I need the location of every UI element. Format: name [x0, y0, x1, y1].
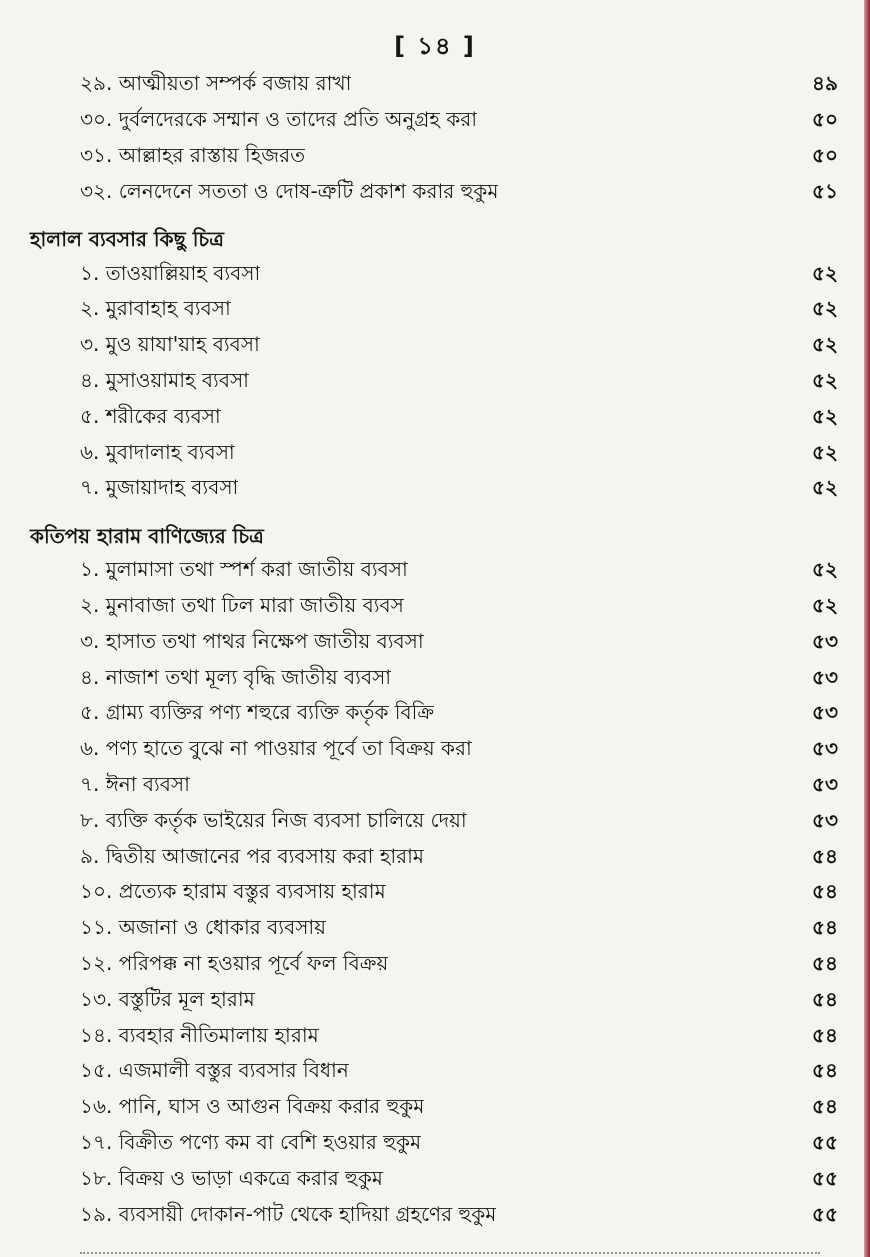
toc-entry-page: ৫৩: [812, 700, 838, 725]
toc-entry-title: ৬. মুবাদালাহ ব্যবসা: [80, 439, 235, 464]
toc-entry-page: ৫২: [812, 557, 838, 582]
toc-entry: [30, 661, 838, 697]
toc-entry: [30, 365, 838, 401]
toc-entry-page: ৫৫: [812, 1129, 838, 1154]
toc-entry-title: ১০. প্রত্যেক হারাম বস্তুর ব্যবসায় হারাম: [80, 879, 386, 904]
toc-entry-title: ১২. পরিপক্ক না হওয়ার পূর্বে ফল বিক্রয়: [80, 950, 389, 975]
toc-entry-page: ৫০: [812, 107, 838, 132]
toc-entry-page: ৫৫: [812, 1201, 838, 1226]
toc-entry: [30, 590, 838, 626]
toc-entry-title: ৪. নাজাশ তথা মূল্য বৃদ্ধি জাতীয় ব্যবসা: [80, 664, 392, 689]
toc-entry-title: ১. মুলামাসা তথা স্পর্শ করা জাতীয় ব্যবসা: [80, 557, 408, 582]
page-edge: [864, 0, 870, 1257]
toc-entry: [30, 400, 838, 436]
toc-entry-page: ৫২: [812, 403, 838, 428]
toc-entry-title: ৫. শরীকের ব্যবসা: [80, 403, 221, 428]
toc-entry-title: ২৯. আত্মীয়তা সম্পর্ক বজায় রাখা: [80, 71, 352, 96]
toc-entry-page: ৫২: [812, 332, 838, 357]
toc-entry: [30, 257, 838, 293]
toc-entry: [30, 804, 838, 840]
toc-entry-page: ৫২: [812, 592, 838, 617]
toc-entry-page: ৫৩: [812, 771, 838, 796]
toc-entry-page: ৫৩: [812, 736, 838, 761]
toc-entry: [30, 769, 838, 805]
toc-entry-page: ৫০: [812, 142, 838, 167]
toc-entry-page: ৫২: [812, 475, 838, 500]
toc-entry-page: ৫৫: [812, 1165, 838, 1190]
toc-entry-title: ৭. মুজায়াদাহ ব্যবসা: [80, 475, 239, 500]
toc-entry-title: ৩. হাসাত তথা পাথর নিক্ষেপ জাতীয় ব্যবসা: [80, 628, 424, 653]
toc-entry-page: ৫৪: [812, 1022, 838, 1047]
toc-entry-title: ৮. ব্যক্তি কর্তৃক ভাইয়ের নিজ ব্যবসা চালিয়ে দেয়া: [80, 807, 467, 832]
toc-entry-page: ৫৪: [812, 1058, 838, 1083]
toc-entry-title: ১১. অজানা ও ধোকার ব্যবসায়: [80, 915, 326, 940]
toc-entry: [30, 697, 838, 733]
toc-entry: [30, 436, 838, 472]
toc-entry-page: ৫২: [812, 260, 838, 285]
toc-entry: [30, 293, 838, 329]
toc-entry-page: ৪৯: [812, 71, 838, 96]
toc-entry: [30, 1198, 838, 1234]
toc-entry: [30, 140, 838, 176]
toc-entry-title: ৫. গ্রাম্য ব্যক্তির পণ্য শহুরে ব্যক্তি কর্তৃক বিক্রি: [80, 700, 435, 725]
toc-entry-page: ৫৩: [812, 807, 838, 832]
toc-entry: [30, 912, 838, 948]
toc-entry: [30, 1019, 838, 1055]
toc-entry: [30, 1055, 838, 1091]
toc-entry: [30, 948, 838, 984]
toc-entry: [30, 554, 838, 590]
toc-entry-title: ২. মুরাবাহাহ ব্যবসা: [80, 296, 231, 321]
toc-entry: [30, 840, 838, 876]
table-of-contents: [30, 68, 838, 1234]
toc-entry-title: ৪. মুসাওয়ামাহ ব্যবসা: [80, 367, 249, 392]
toc-entry-page: ৫২: [812, 367, 838, 392]
toc-entry-title: ৩১. আল্লাহর রাস্তায় হিজরত: [80, 142, 306, 167]
toc-entry-title: ১৯. ব্যবসায়ী দোকান-পাট থেকে হাদিয়া গ্রহণের হুকুম: [80, 1201, 497, 1226]
cut-off-next-line: [80, 1248, 820, 1257]
toc-entry-page: ৫২: [812, 439, 838, 464]
toc-entry-page: ৫১: [812, 178, 838, 203]
toc-entry-title: ১. তাওয়াল্লিয়াহ ব্যবসা: [80, 260, 261, 285]
toc-entry-page: ৫৪: [812, 843, 838, 868]
toc-entry-title: ১৬. পানি, ঘাস ও আগুন বিক্রয় করার হুকুম: [80, 1094, 425, 1119]
toc-entry-title: ১৪. ব্যবহার নীতিমালায় হারাম: [80, 1022, 319, 1047]
toc-entry-page: ৫৩: [812, 664, 838, 689]
toc-entry-title: ৩. মুও য়াযা'য়াহ ব্যবসা: [80, 332, 260, 357]
toc-entry-title: ৬. পণ্য হাতে বুঝে না পাওয়ার পূর্বে তা বিক্রয় করা: [80, 736, 472, 761]
toc-entry: [30, 733, 838, 769]
toc-entry: [30, 472, 838, 508]
toc-entry-page: ৫৪: [812, 986, 838, 1011]
toc-entry: [30, 983, 838, 1019]
toc-entry: [30, 1091, 838, 1127]
toc-entry-title: ১৫. এজমালী বস্তুর ব্যবসার বিধান: [80, 1058, 349, 1083]
cut-off-text-fragment: [80, 1252, 820, 1254]
toc-entry: [30, 876, 838, 912]
toc-entry-page: ৫২: [812, 296, 838, 321]
toc-entry-page: ৫৪: [812, 915, 838, 940]
toc-entry-title: ১৭. বিক্রীত পণ্যে কম বা বেশি হওয়ার হুকুম: [80, 1129, 422, 1154]
toc-entry: [30, 68, 838, 104]
toc-entry-page: ৫৩: [812, 628, 838, 653]
toc-entry: [30, 329, 838, 365]
toc-entry-title: ৯. দ্বিতীয় আজানের পর ব্যবসায় করা হারাম: [80, 843, 425, 868]
toc-entry-page: ৫৪: [812, 879, 838, 904]
toc-entry: [30, 625, 838, 661]
toc-entry-title: ৩২. লেনদেনে সততা ও দোষ-ত্রুটি প্রকাশ করার হুকুম: [80, 178, 499, 203]
section-heading: কতিপয় হারাম বাণিজ্যের চিত্র: [30, 523, 264, 548]
toc-entry: [30, 1162, 838, 1198]
toc-entry-title: ৩০. দুর্বলদেরকে সম্মান ও তাদের প্রতি অনুগ্রহ করা: [80, 107, 478, 132]
toc-entry-title: ১৩. বস্তুটির মূল হারাম: [80, 986, 255, 1011]
section-heading: হালাল ব্যবসার কিছু চিত্র: [30, 227, 224, 252]
toc-entry-title: ২. মুনাবাজা তথা ঢিল মারা জাতীয় ব্যবস: [80, 592, 404, 617]
toc-entry: [30, 175, 838, 211]
toc-entry-title: ৭. ঈনা ব্যবসা: [80, 771, 190, 796]
toc-entry-title: ১৮. বিক্রয় ও ভাড়া একত্রে করার হুকুম: [80, 1165, 383, 1190]
toc-entry: [30, 1127, 838, 1163]
toc-entry-page: ৫৪: [812, 950, 838, 975]
page-number: [ ১৪ ]: [394, 32, 476, 60]
toc-entry: [30, 104, 838, 140]
toc-entry-page: ৫৪: [812, 1094, 838, 1119]
